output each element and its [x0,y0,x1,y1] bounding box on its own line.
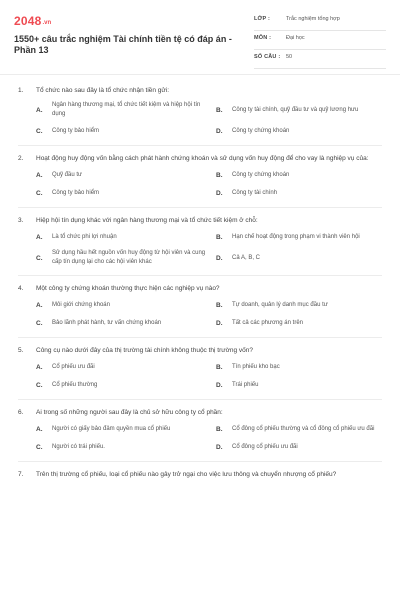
answer-option-a[interactable] [36,169,206,181]
option-text: Công ty chứng khoán [232,171,290,178]
question-head [18,408,382,417]
answer-option-d[interactable] [216,125,386,137]
option-text: Môi giới chứng khoán [52,301,110,308]
option-text: Công ty chứng khoán [232,127,290,134]
answer-option-d[interactable] [216,317,386,329]
answer-option-b[interactable] [216,361,386,373]
meta-row-subject [254,33,386,50]
option-text: Người có giấy bảo đảm quyền mua cổ phiếu [52,425,171,432]
option-key: B. [216,106,223,114]
option-key: D. [216,254,223,262]
question-text: Hoạt động huy động vốn bằng cách phát hành chứng khoán và sử dụng vốn huy động để cho vay là nghiệp vụ của: [36,155,369,162]
question-item [18,338,382,400]
answer-option-c[interactable] [36,317,206,329]
option-key: C. [36,319,43,327]
answer-option-a[interactable] [36,299,206,311]
answer-option-b[interactable] [216,101,386,119]
meta-value-subject: Đại học [286,35,305,41]
answer-option-a[interactable] [36,423,206,435]
option-key: A. [36,171,43,179]
answer-option-c[interactable] [36,187,206,199]
meta-value-count: 50 [286,54,293,60]
meta-row-class [254,14,386,31]
question-number: 1. [18,87,24,94]
meta-label-class: LỚP : [254,16,270,22]
answer-option-a[interactable] [36,231,206,243]
option-text: Công ty tài chính, quỹ đầu tư và quỹ lương hưu [232,106,359,113]
answer-option-d[interactable] [216,187,386,199]
option-key: D. [216,319,223,327]
answer-options [18,101,382,137]
question-item [18,462,382,487]
answer-option-c[interactable] [36,379,206,391]
answer-option-b[interactable] [216,231,386,243]
option-text: Ngân hàng thương mại, tổ chức tiết kiệm và hiệp hội tín dụng [52,102,201,117]
meta-label-subject: MÔN : [254,35,272,41]
question-number: 4. [18,285,24,292]
option-key: C. [36,127,43,135]
logo-main: 2048 [14,14,42,28]
option-text: Cổ phiếu ưu đãi [52,363,95,370]
answer-option-d[interactable] [216,379,386,391]
answer-options [18,299,382,329]
site-logo[interactable] [14,14,51,28]
option-text: Cổ đông cổ phiếu thường và cổ đông cổ phiếu ưu đãi [232,425,375,432]
question-head [18,154,382,163]
meta-label-count: SỐ CÂU : [254,54,281,60]
option-key: D. [216,189,223,197]
answer-option-b[interactable] [216,423,386,435]
option-key: A. [36,301,43,309]
question-text: Hiệp hội tín dụng khác với ngân hàng thương mại và tổ chức tiết kiệm ở chỗ: [36,217,258,224]
question-number: 2. [18,155,24,162]
header [14,14,386,74]
question-head [18,216,382,225]
option-key: D. [216,443,223,451]
option-key: D. [216,381,223,389]
option-text: Cổ phiếu thường [52,381,98,388]
answer-option-b[interactable] [216,299,386,311]
answer-options [18,423,382,453]
answer-option-c[interactable] [36,249,206,267]
question-text: Trên thị trường cổ phiếu, loại cổ phiếu nào gây trở ngại cho việc lưu thông và chuyển nhượng cổ phiếu? [36,471,337,478]
option-key: B. [216,301,223,309]
option-key: B. [216,363,223,371]
option-text: Cả A, B, C [232,254,261,261]
option-text: Bảo lãnh phát hành, tư vấn chứng khoán [52,319,162,326]
option-key: B. [216,425,223,433]
option-text: Tất cả các phương án trên [232,319,303,326]
option-key: A. [36,363,43,371]
header-divider [0,74,400,75]
option-text: Trái phiếu [232,381,259,388]
option-text: Quỹ đầu tư [52,171,83,178]
option-key: A. [36,425,43,433]
question-item [18,146,382,208]
option-key: C. [36,443,43,451]
meta-value-class: Trắc nghiệm tổng hợp [286,16,340,22]
option-text: Người có trái phiếu. [52,443,105,450]
question-text: Ai trong số những người sau đây là chủ sở hữu công ty cổ phần: [36,409,223,416]
option-text: Tín phiếu kho bạc [232,363,280,370]
option-text: Cổ đông cổ phiếu ưu đãi [232,443,298,450]
question-text: Tổ chức nào sau đây là tổ chức nhận tiền gửi: [36,87,170,94]
question-head [18,346,382,355]
option-text: Công ty bảo hiểm [52,189,100,196]
answer-option-b[interactable] [216,169,386,181]
option-text: Sử dụng hầu hết nguồn vốn huy động từ hội viên và cung cấp tín dụng lại cho các hội viên khác [52,250,206,265]
answer-options [18,361,382,391]
option-text: Là tổ chức phi lợi nhuận [52,233,117,240]
answer-option-c[interactable] [36,441,206,453]
question-head [18,284,382,293]
question-number: 6. [18,409,24,416]
question-head [18,470,382,479]
question-text: Một công ty chứng khoán thường thực hiện các nghiệp vụ nào? [36,285,220,292]
answer-option-d[interactable] [216,441,386,453]
question-item [18,208,382,276]
option-key: C. [36,189,43,197]
logo-sub: .vn [42,20,52,26]
option-text: Tự doanh, quản lý danh mục đầu tư [232,301,328,308]
answer-option-a[interactable] [36,101,206,119]
option-key: D. [216,127,223,135]
option-key: B. [216,233,223,241]
question-item [18,276,382,338]
meta-row-count [254,52,386,69]
answer-option-a[interactable] [36,361,206,373]
option-key: A. [36,106,43,114]
question-list [18,78,382,487]
question-item [18,78,382,146]
answer-options [18,231,382,267]
option-key: A. [36,233,43,241]
option-text: Công ty tài chính [232,189,278,196]
question-number: 3. [18,217,24,224]
answer-options [18,169,382,199]
option-key: B. [216,171,223,179]
question-text: Công cụ nào dưới đây của thị trường tài chính không thuộc thị trường vốn? [36,347,253,354]
answer-option-d[interactable] [216,249,386,267]
option-key: C. [36,254,43,262]
answer-option-c[interactable] [36,125,206,137]
question-number: 7. [18,471,24,478]
option-text: Công ty bảo hiểm [52,127,100,134]
question-item [18,400,382,462]
option-key: C. [36,381,43,389]
page-title: 1550+ câu trắc nghiệm Tài chính tiền tệ có đáp án - Phần 13 [14,34,232,55]
meta-panel [254,14,386,71]
question-number: 5. [18,347,24,354]
question-head [18,86,382,95]
option-text: Hạn chế hoạt động trong phạm vi thành viên hội [232,233,360,240]
